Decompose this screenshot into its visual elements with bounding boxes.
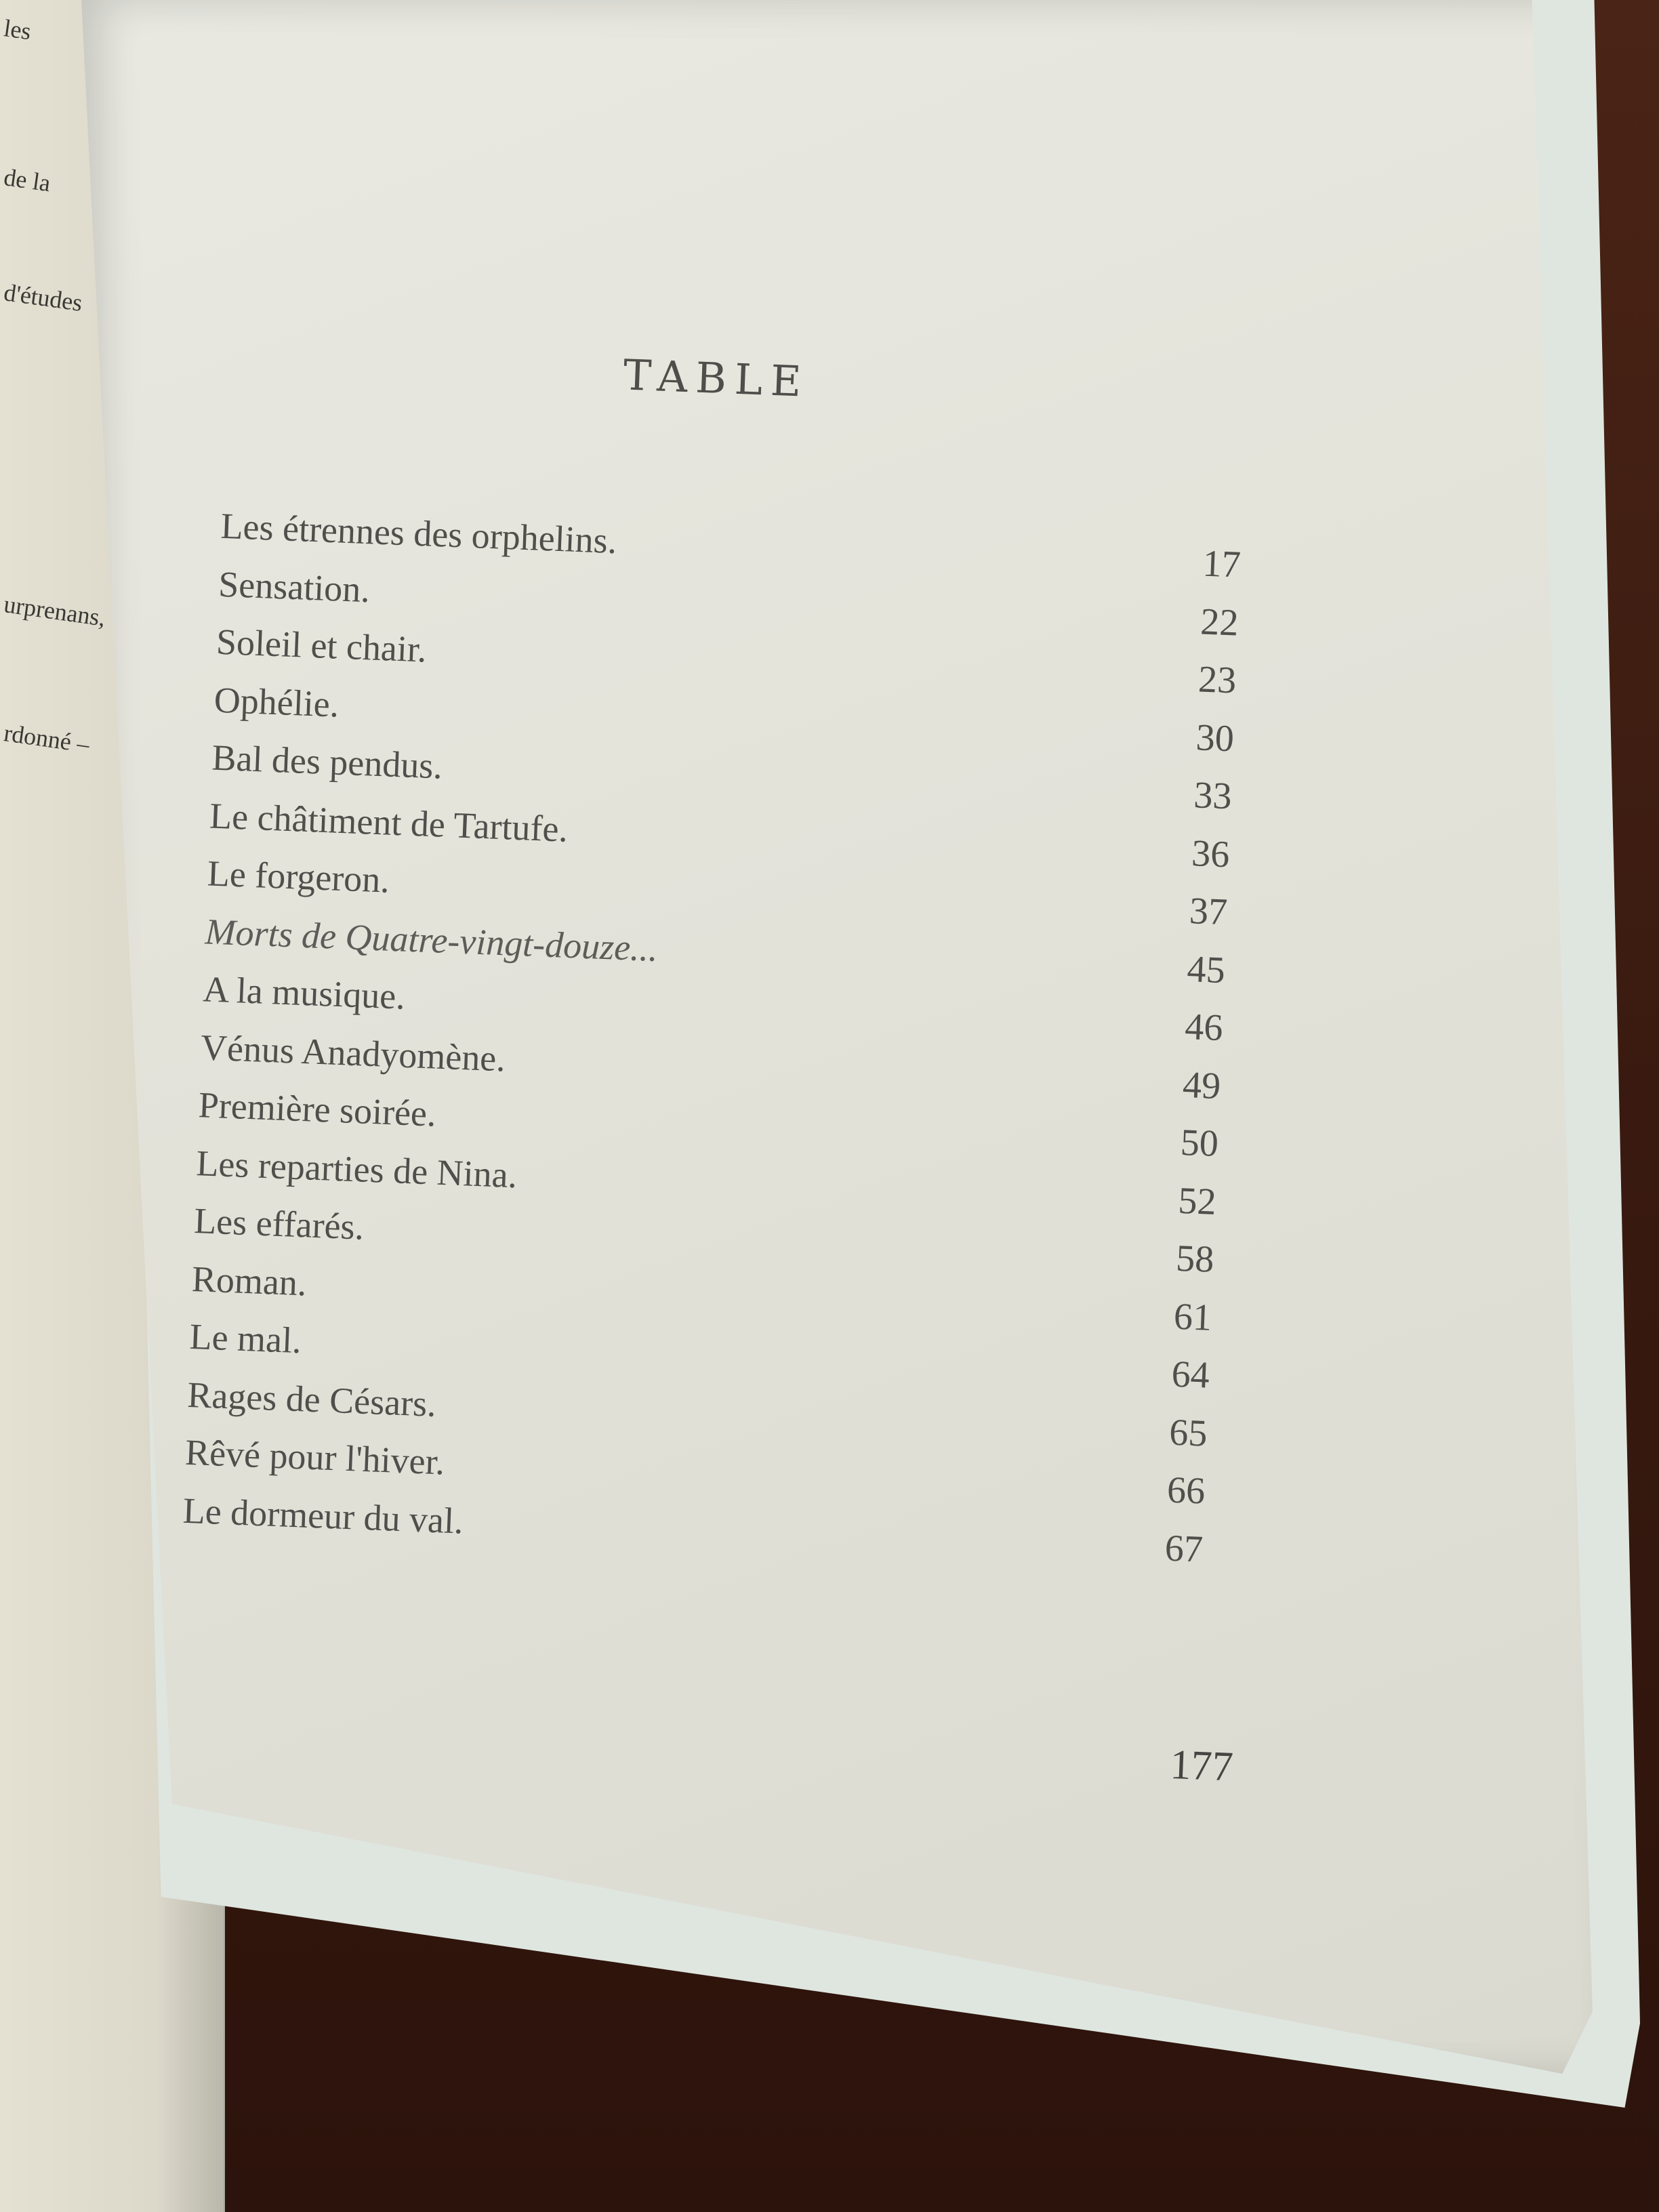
toc-entry-title: Première soirée.: [197, 1084, 437, 1134]
toc-entry-page: 66: [1166, 1469, 1206, 1513]
toc-entry-title: Bal des pendus.: [211, 737, 444, 787]
left-page-text-fragment: de la: [2, 163, 53, 197]
toc-entry-title: Le châtiment de Tartufe.: [209, 795, 569, 850]
toc-entry-page: 33: [1193, 774, 1233, 818]
toc-entry-page: 36: [1191, 832, 1231, 876]
toc-entry-title: Le forgeron.: [206, 853, 390, 901]
toc-entry-page: 45: [1186, 947, 1226, 991]
toc-entry-page: 52: [1177, 1179, 1217, 1223]
toc-entry-title: Roman.: [190, 1258, 308, 1303]
toc-entry-page: 23: [1197, 658, 1237, 702]
toc-entry-page: 46: [1184, 1005, 1224, 1050]
toc-entry-title: Vénus Anadyomène.: [200, 1026, 506, 1079]
toc-entry-title: Le mal.: [188, 1315, 302, 1361]
toc-entry-page: 64: [1170, 1353, 1210, 1397]
left-page-text-fragment: les: [2, 14, 33, 45]
toc-entry-page: 65: [1168, 1411, 1208, 1455]
toc-heading: TABLE: [622, 350, 811, 407]
toc-entry-page: 17: [1202, 542, 1242, 586]
page-number: 177: [1169, 1741, 1234, 1790]
toc-entry-page: 22: [1200, 600, 1240, 644]
toc-entry-page: 67: [1164, 1526, 1204, 1571]
left-page-text-fragment: d'études: [2, 279, 85, 317]
toc-entry-title: A la musique.: [202, 968, 406, 1017]
toc-entry-title: Les effarés.: [193, 1200, 365, 1248]
toc-entry-title: Morts de Quatre-vingt-douze...: [204, 910, 659, 969]
toc-entry-page: 58: [1175, 1237, 1215, 1281]
toc-entry-title: Sensation.: [218, 563, 371, 610]
toc-entry-title: Ophélie.: [213, 679, 340, 725]
toc-entry-title: Rages de Césars.: [186, 1374, 437, 1425]
toc-entry-title: Les étrennes des orphelins.: [220, 505, 618, 562]
toc-entry-page: 61: [1172, 1295, 1213, 1339]
toc-entry-page: 30: [1195, 716, 1235, 760]
toc-list: [182, 504, 1278, 1587]
left-page-text-fragment: urprenans,: [2, 590, 108, 632]
left-page-text-fragment: rdonné –: [2, 719, 91, 758]
toc-entry-page: 37: [1188, 890, 1229, 934]
toc-entry-title: Rêvé pour l'hiver.: [184, 1431, 446, 1483]
toc-entry-title: Soleil et chair.: [216, 621, 428, 670]
toc-entry-title: Les reparties de Nina.: [195, 1142, 518, 1195]
toc-entry-page: 50: [1179, 1121, 1220, 1165]
toc-entry-page: 49: [1181, 1063, 1222, 1107]
toc-entry-title: Le dormeur du val.: [182, 1490, 464, 1542]
